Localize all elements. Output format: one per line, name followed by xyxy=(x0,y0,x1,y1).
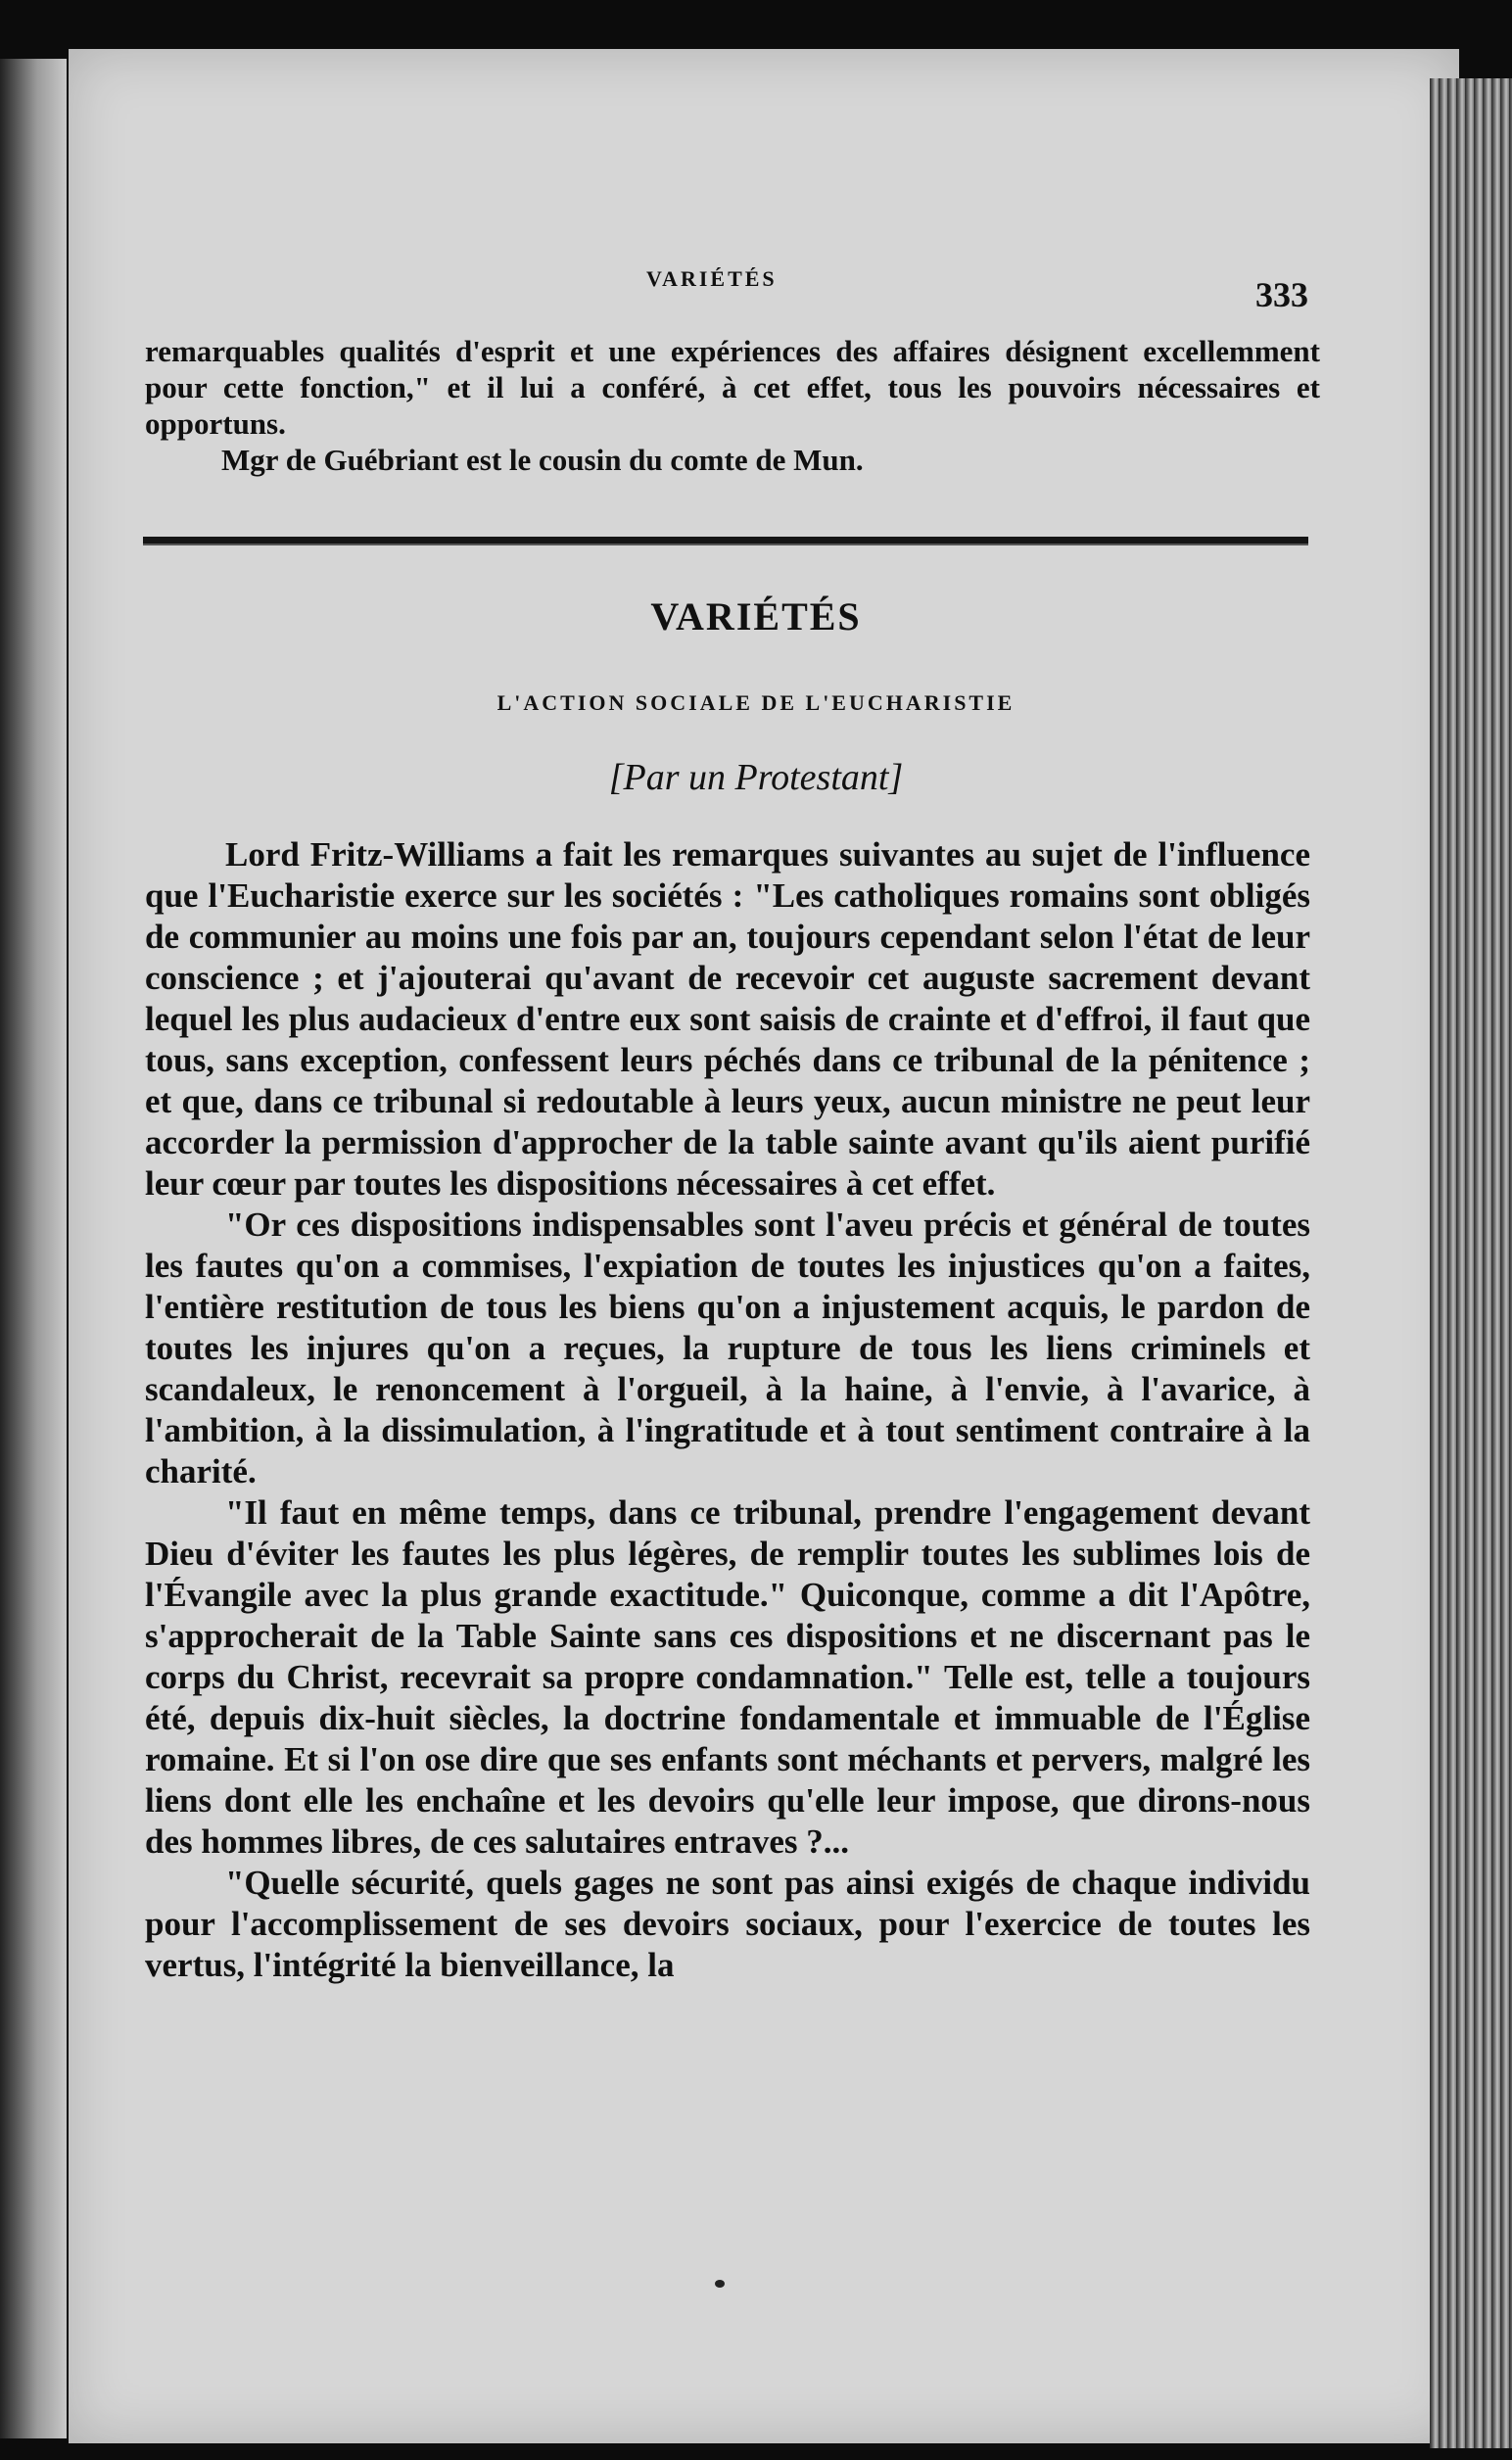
body-paragraph-3: "Il faut en même temps, dans ce tribunal, prendre l'engagement devant Dieu d'éviter les fautes les plus légères, de remplir toutes les sublimes lois de l'Évangile avec la plus grande exactitude." Quiconque, comme a dit l'Apôtre, s'approcherait de la Table Sainte sans ces dispositions et ne discernant pas le corps du Christ, recevrait sa propre condamnation." Telle est, telle a toujours été, depuis dix-huit siècles, la doctrine fondamentale et immuable de l'Église romaine. Et si l'on ose dire que ses enfants sont méchants et pervers, malgré les liens dont elle les enchaîne et les devoirs qu'elle leur impose, que dirons-nous des hommes libres, de ces salutaires entraves ?... xyxy=(145,1493,1310,1861)
article-subtitle: L'ACTION SOCIALE DE L'EUCHARISTIE xyxy=(496,690,1016,715)
section-title: VARIÉTÉS xyxy=(650,594,862,639)
intro-paragraph: remarquables qualités d'esprit et une expériences des affaires désignent excellemment pour cette fonction," et il lui a conféré, à cet effet, tous les pouvoirs nécessaires et opportuns. xyxy=(145,334,1320,441)
facing-page-edge xyxy=(0,59,67,2438)
intro-note: Mgr de Guébriant est le cousin du comte de Mun. xyxy=(221,443,864,477)
body-paragraph-2: "Or ces dispositions indispensables sont l'aveu précis et général de toutes les fautes qu'on a commises, l'expiation de toutes les injustices qu'on a faites, l'entière restitution de tous les biens qu'on a injustement acquis, le pardon de toutes les injures qu'on a reçues, la rupture de tous les liens criminels et scandaleux, le renoncement à l'orgueil, à la haine, à l'envie, à l'avarice, à l'ambition, à la dissimulation, à l'ingratitude et à tout sentiment contraire à la charité. xyxy=(145,1206,1310,1490)
ink-speck xyxy=(715,2280,725,2288)
page-stack-edge xyxy=(1430,78,1512,2448)
running-head: VARIÉTÉS xyxy=(646,266,778,291)
body-paragraph-1: Lord Fritz-Williams a fait les remarques suivantes au sujet de l'influence que l'Eucharistie exerce sur les sociétés : "Les catholiques romains sont obligés de communier au moins une fois par an, toujours cependant selon l'état de leur conscience ; et j'ajouterai qu'avant de recevoir cet auguste sacrement devant lequel les plus audacieux d'entre eux sont saisis de crainte et d'effroi, il faut que tous, sans exception, confessent leurs péchés dans ce tribunal de la pénitence ; et que, dans ce tribunal si redoutable à leurs yeux, aucun ministre ne peut leur accorder la permission d'approcher de la table sainte avant qu'ils aient purifié leur cœur par toutes les dispositions nécessaires à cet effet. xyxy=(145,835,1310,1203)
article-body xyxy=(145,834,1310,1986)
intro-paragraphs xyxy=(145,333,1320,478)
body-paragraph-4: "Quelle sécurité, quels gages ne sont pas ainsi exigés de chaque individu pour l'accomplissement de ses devoirs sociaux, pour l'exercice de toutes les vertus, l'intégrité la bienveillance, la xyxy=(145,1864,1310,1984)
article-byline: [Par un Protestant] xyxy=(608,757,904,798)
page-number: 333 xyxy=(1255,275,1308,314)
section-divider-rule xyxy=(143,537,1308,545)
